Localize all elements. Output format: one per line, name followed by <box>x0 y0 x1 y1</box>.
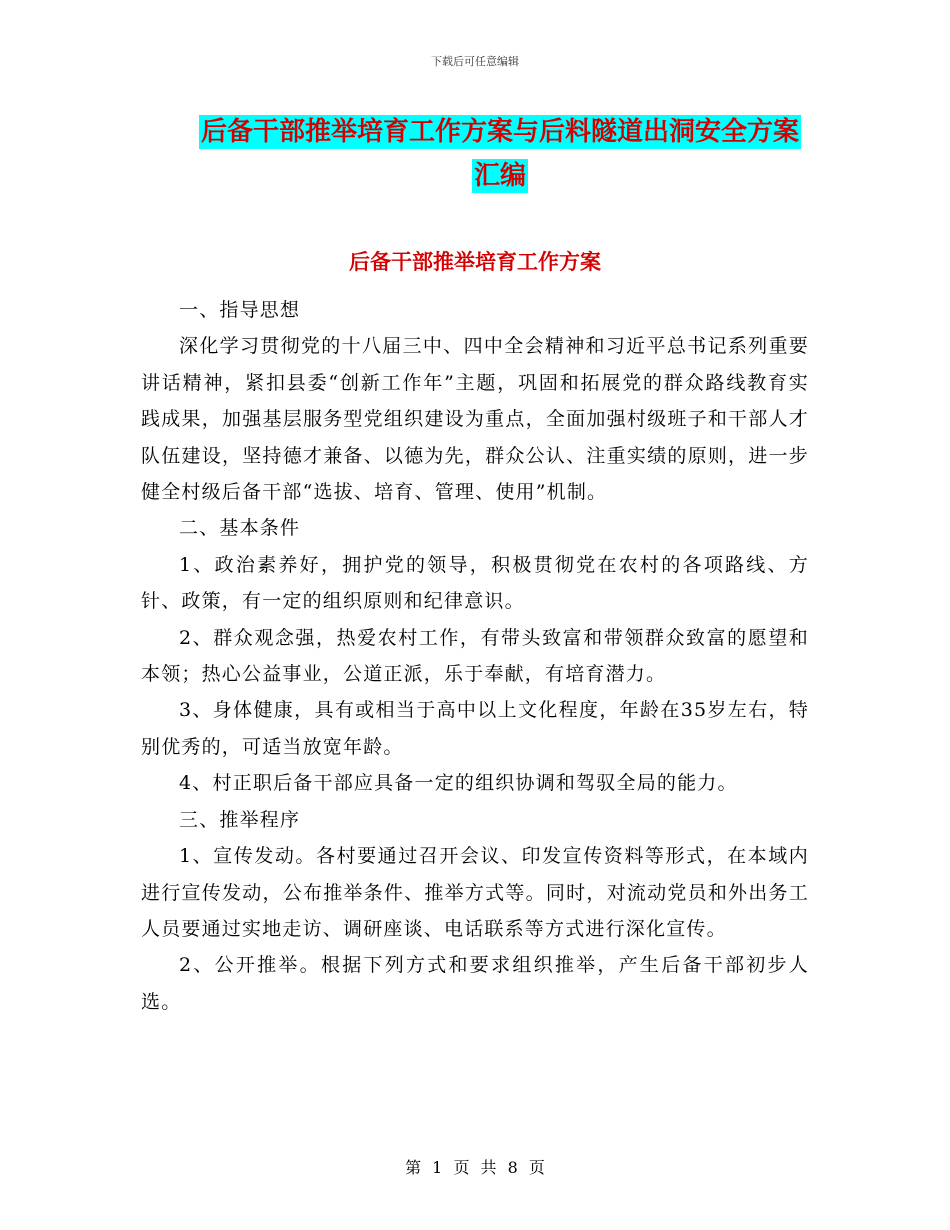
paragraph: 4、村正职后备干部应具备一定的组织协调和驾驭全局的能力。 <box>179 772 738 795</box>
paragraph: 2、公开推举。根据下列方式和要求组织推举，产生后备干部初步人选。 <box>141 954 809 1013</box>
heading-guiding-ideology: 一、指导思想 <box>179 299 301 321</box>
document-body <box>141 292 809 1020</box>
page-number-footer: 第 1 页 共 8 页 <box>405 1158 545 1177</box>
document-title <box>140 110 860 198</box>
paragraph: 3、身体健康，具有或相当于高中以上文化程度，年龄在35岁左右，特别优秀的，可适当放宽年龄。 <box>141 699 809 758</box>
paragraph: 1、政治素养好，拥护党的领导，积极贯彻党在农村的各项路线、方针、政策，有一定的组织原则和纪律意识。 <box>141 553 809 613</box>
heading-recommendation-procedure: 三、推举程序 <box>179 808 301 831</box>
page-header-note: 下载后可任意编辑 <box>431 55 519 68</box>
paragraph: 深化学习贯彻党的十八届三中、四中全会精神和习近平总书记系列重要讲话精神，紧扣县委“创新工作年”主题，巩固和拓展党的群众路线教育实践成果，加强基层服务型党组织建设为重点，全面加强村级班子和干部人才队伍建设，坚持德才兼备、以德为先，群众公认、注重实绩的原则，进一步健全村级后备干部“选拔、培育、管理、使用”机制。 <box>141 335 809 504</box>
paragraph: 1、宣传发动。各村要通过召开会议、印发宣传资料等形式，在本域内进行宣传发动，公布推举条件、推举方式等。同时，对流动党员和外出务工人员要通过实地走访、调研座谈、电话联系等方式进行深化宣传。 <box>141 845 809 940</box>
paragraph: 2、群众观念强，热爱农村工作，有带头致富和带领群众致富的愿望和本领；热心公益事业，公道正派，乐于奉献，有培育潜力。 <box>141 626 809 686</box>
document-title-line1: 后备干部推举培育工作方案与后料隧道出洞安全方案 <box>200 117 799 147</box>
heading-basic-conditions: 二、基本条件 <box>179 517 301 540</box>
document-title-line2: 汇编 <box>473 161 526 191</box>
section-title: 后备干部推举培育工作方案 <box>349 250 601 274</box>
